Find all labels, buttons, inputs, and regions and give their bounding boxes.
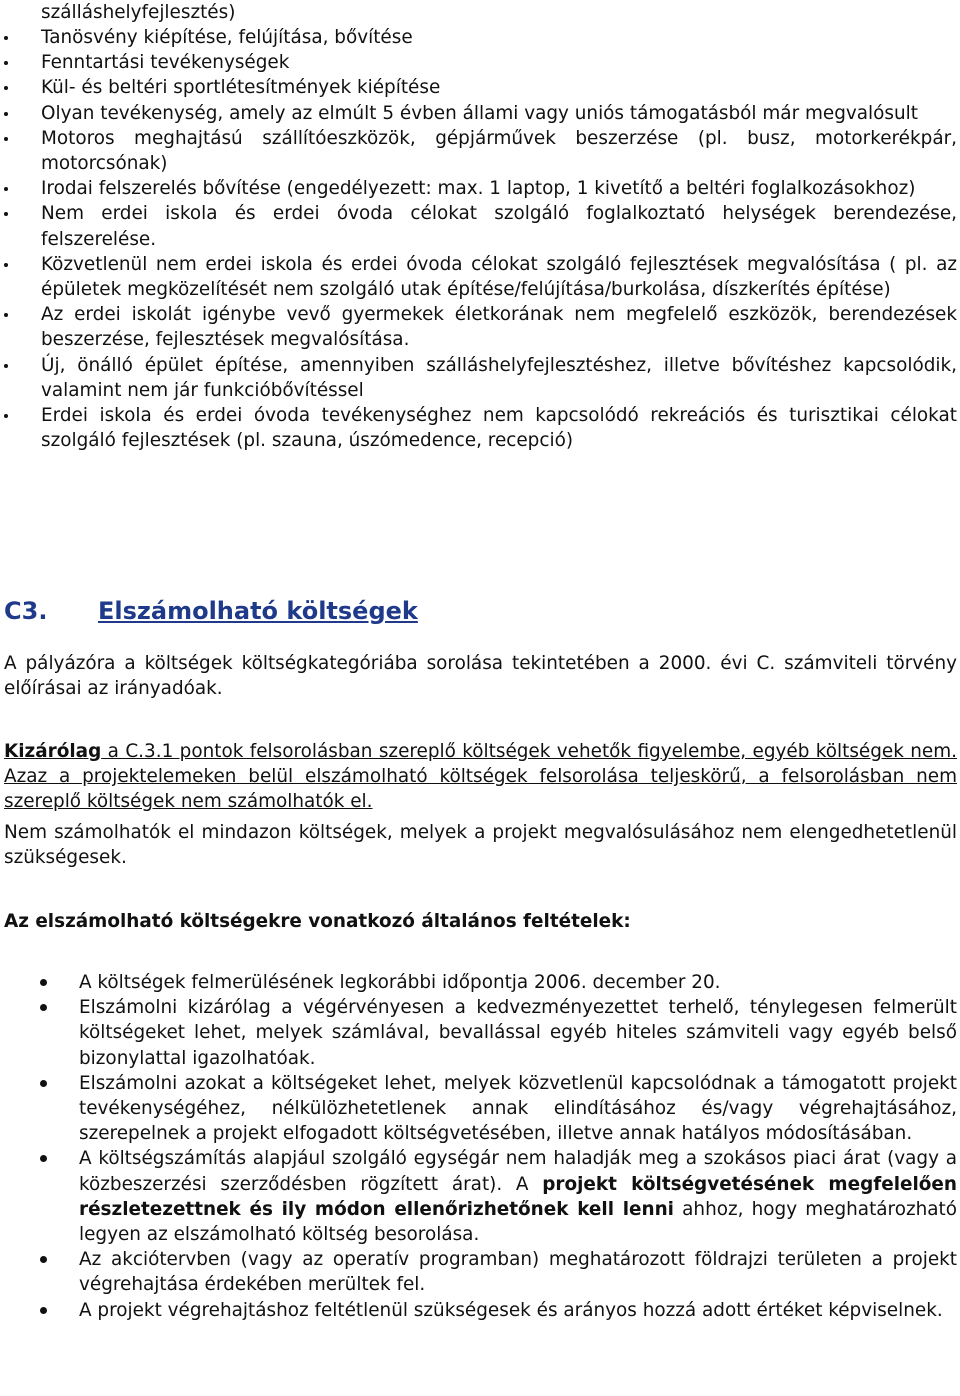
bullet-icon	[4, 313, 8, 317]
bullet-icon	[4, 187, 8, 191]
list-item: Új, önálló épület építése, amennyiben szálláshelyfejlesztéshez, illetve bővítéshez kapcsolódik, valamint nem jár funkcióbővítéssel	[0, 353, 957, 403]
list-item: Motoros meghajtású szállítóeszközök, gépjárművek beszerzése (pl. busz, motorkerékpár, motorcsónak)	[0, 126, 957, 176]
general-conditions-list	[0, 970, 957, 1323]
section-number: C3.	[4, 597, 48, 625]
list-item: Irodai felszerelés bővítése (engedélyezett: max. 1 laptop, 1 kivetítő a beltéri foglalkozásokhoz)	[0, 176, 957, 201]
list-item: A költségek felmerülésének legkorábbi időpontja 2006. december 20.	[0, 970, 957, 995]
list-item: Az erdei iskolát igénybe vevő gyermekek életkorának nem megfelelő eszközök, berendezések beszerzése, fejlesztések megvalósítása.	[0, 302, 957, 352]
bullet-icon	[40, 1307, 47, 1314]
bullet-icon	[40, 1080, 47, 1087]
list-item: Elszámolni kizárólag a végérvényesen a kedvezményezettet terhelő, ténylegesen felmerült költségeket lehet, melyek számlával, bevallással egyéb hiteles számviteli vagy egyéb belső bizonylattal igazolhatóak.	[0, 995, 957, 1071]
intro-paragraph: A pályázóra a költségek költségkategóriába sorolása tekintetében a 2000. évi C. számviteli törvény előírásai az irányadóak.	[4, 653, 957, 700]
list-item: A projekt végrehajtáshoz feltétlenül szükségesek és arányos hozzá adott értéket képviselnek.	[0, 1298, 957, 1323]
list-item: Olyan tevékenység, amely az elmúlt 5 évben állami vagy uniós támogatásból már megvalósult	[0, 101, 957, 126]
bullet-icon	[4, 86, 8, 90]
bullet-icon	[4, 212, 8, 216]
bullet-icon	[4, 364, 8, 368]
list-item: A költségszámítás alapjául szolgáló egységár nem haladják meg a szokásos piaci árat (vagy a közbeszerzési szerződésben rögzített árat). A projekt költségvetésének megfelelően részletezettnek és ily módon ellenőrizhetőnek kell lenni ahhoz, hogy meghatározható legyen az elszámolható költség besorolása.	[0, 1146, 957, 1247]
list-item: Nem erdei iskola és erdei óvoda célokat szolgáló foglalkoztató helységek berendezése, felszerelése.	[0, 201, 957, 251]
list-item: Fenntartási tevékenységek	[0, 50, 957, 75]
excluded-activities-list	[0, 25, 957, 453]
continuation-text: szálláshelyfejlesztés)	[41, 2, 236, 23]
exclusive-costs-paragraph: Kizárólag a C.3.1 pontok felsorolásban szereplő költségek vehetők figyelembe, egyéb költségek nem. Azaz a projektelemeken belül elszámolható költségek felsorolása teljeskörű, a felsorolásban nem szereplő költségek nem számolhatók el.	[4, 741, 957, 813]
bullet-icon	[4, 36, 8, 40]
list-item: Az akciótervben (vagy az operatív programban) meghatározott földrajzi területen a projekt végrehajtása érdekében merültek fel.	[0, 1247, 957, 1297]
bullet-icon	[4, 263, 8, 267]
not-accountable-paragraph: Nem számolhatók el mindazon költségek, melyek a projekt megvalósulásához nem elengedhetetlenül szükségesek.	[4, 822, 957, 869]
bullet-icon	[40, 1256, 47, 1263]
general-conditions-heading: Az elszámolható költségekre vonatkozó általános feltételek:	[4, 911, 631, 932]
bullet-icon	[40, 1155, 47, 1162]
list-item: Erdei iskola és erdei óvoda tevékenységhez nem kapcsolódó rekreációs és turisztikai célokat szolgáló fejlesztések (pl. szauna, úszómedence, recepció)	[0, 403, 957, 453]
list-item: Elszámolni azokat a költségeket lehet, melyek közvetlenül kapcsolódnak a támogatott projekt tevékenységéhez, nélkülözhetetlenek annak elindításához és/vagy végrehajtásához, szerepelnek a projekt elfogadott költségvetésében, illetve annak hatályos módosításában.	[0, 1071, 957, 1147]
section-heading	[4, 596, 418, 626]
bullet-icon	[4, 61, 8, 65]
bullet-icon	[40, 979, 47, 986]
bullet-icon	[4, 414, 8, 418]
bullet-icon	[40, 1004, 47, 1011]
section-title: Elszámolható költségek	[98, 597, 418, 625]
bullet-icon	[4, 112, 8, 116]
bullet-icon	[4, 137, 8, 141]
list-item: Közvetlenül nem erdei iskola és erdei óvoda célokat szolgáló fejlesztések megvalósítása ( pl. az épületek megközelítését nem szolgáló utak építése/felújítása/burkolása, díszkerítés építése)	[0, 252, 957, 302]
list-item: Tanösvény kiépítése, felújítása, bővítése	[0, 25, 957, 50]
list-item: Kül- és beltéri sportlétesítmények kiépítése	[0, 75, 957, 100]
